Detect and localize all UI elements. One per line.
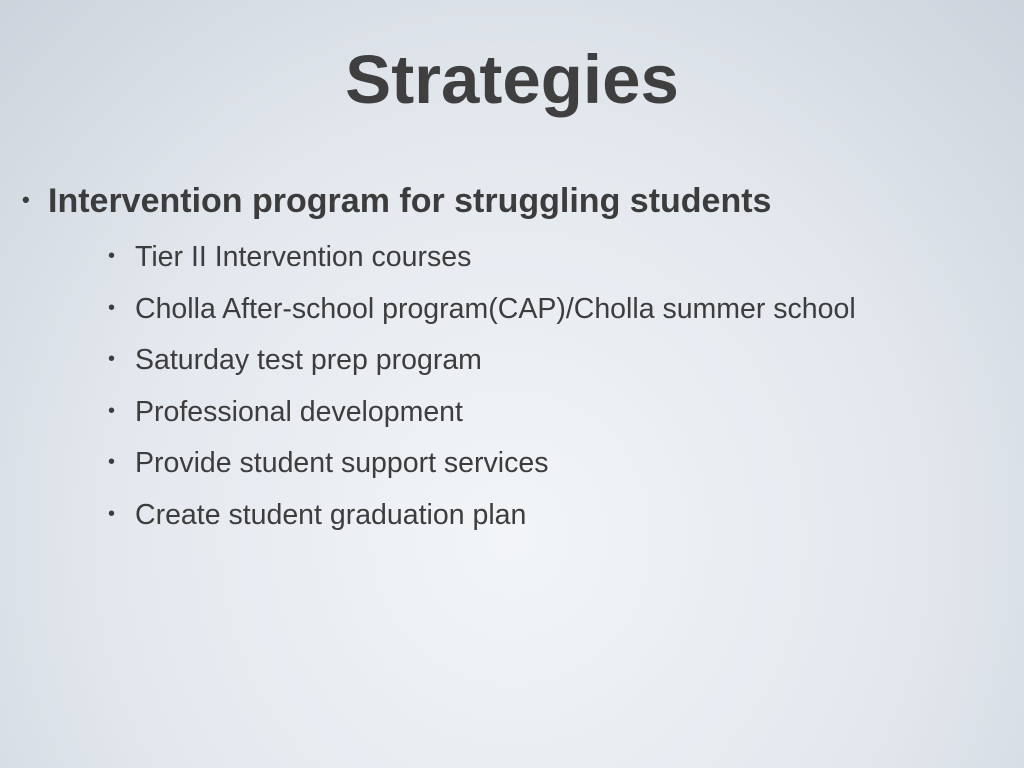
slide-title: Strategies	[345, 41, 679, 118]
sub-bullet-label: Tier II Intervention courses	[135, 241, 472, 273]
bullet-icon: •	[108, 348, 116, 370]
main-bullet-label: Intervention program for struggling students	[48, 182, 772, 220]
sub-bullet-label: Saturday test prep program	[135, 344, 482, 376]
sub-bullet-list	[108, 231, 1018, 540]
sub-bullet-label: Provide student support services	[135, 447, 549, 479]
sub-bullet-item	[108, 386, 1018, 438]
sub-bullet-label: Create student graduation plan	[135, 498, 527, 531]
sub-bullet-item	[108, 283, 1018, 335]
main-bullet	[22, 178, 1012, 223]
sub-bullet-label: Professional development	[135, 395, 463, 428]
bullet-icon: •	[22, 187, 30, 212]
sub-bullet-item	[108, 231, 1018, 283]
sub-bullet-label: Cholla After-school program(CAP)/Cholla summer school	[135, 292, 856, 325]
bullet-icon: •	[108, 502, 116, 525]
bullet-icon: •	[108, 399, 116, 422]
bullet-icon: •	[108, 245, 116, 267]
sub-bullet-item	[108, 437, 1018, 489]
bullet-icon: •	[108, 296, 116, 319]
bullet-icon: •	[108, 451, 116, 473]
sub-bullet-item	[108, 334, 1018, 386]
sub-bullet-item	[108, 489, 1018, 541]
